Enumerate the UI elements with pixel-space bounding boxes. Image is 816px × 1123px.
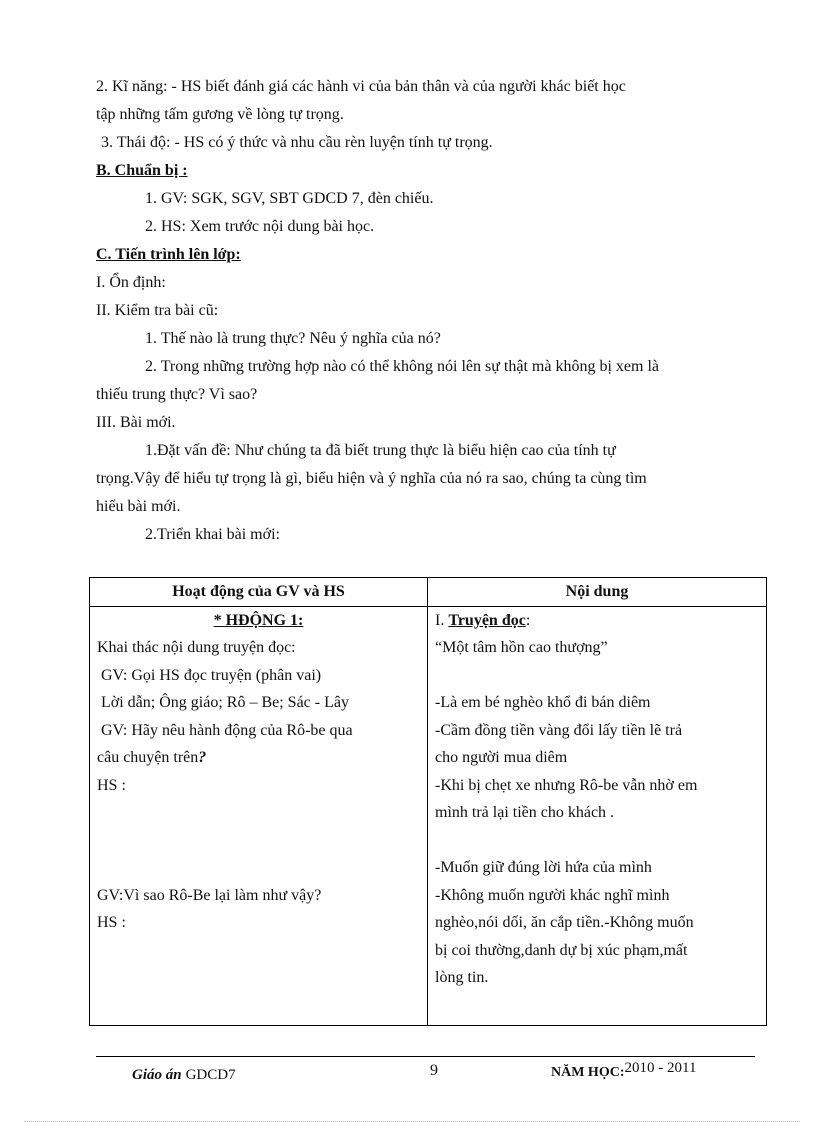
activities-cell xyxy=(90,606,428,1026)
footer-year xyxy=(551,1060,697,1081)
story-title: “Một tâm hồn cao thượng” xyxy=(435,639,608,656)
right-line: cho người mua diêm xyxy=(435,749,568,766)
right-line: mình trả lại tiền cho khách . xyxy=(435,804,615,821)
left-line-text: câu chuyện trên xyxy=(97,749,199,766)
footer-subject: GDCD7 xyxy=(185,1067,236,1083)
footer-doc-label xyxy=(132,1067,236,1084)
left-line: HS : xyxy=(97,776,126,794)
prep-item-2: 2. HS: Xem trước nội dung bài học. xyxy=(145,218,375,235)
stabilize-line: I. Ổn định: xyxy=(96,274,166,291)
left-line: HS : xyxy=(97,914,126,931)
left-line xyxy=(97,744,420,772)
footer-year-label: NĂM HỌC: xyxy=(551,1065,625,1080)
footer-doc-word: Giáo án xyxy=(132,1067,182,1083)
prep-item-1: 1. GV: SGK, SGV, SBT GDCD 7, đèn chiếu. xyxy=(145,190,434,207)
section-heading xyxy=(435,607,759,635)
spacer xyxy=(435,662,759,690)
intro-line-1: 1.Đặt vấn đề: Như chúng ta đã biết trung thực là biểu hiện cao của tính tự xyxy=(145,442,616,459)
footer-year-value: 2010 - 2011 xyxy=(624,1060,697,1076)
left-line: GV:Vì sao Rô-Be lại làm như vậy? xyxy=(97,886,322,904)
spacer xyxy=(97,799,420,827)
section-title: Truyện đọc xyxy=(448,611,526,629)
right-line: bị coi thường,danh dự bị xúc phạm,mất xyxy=(435,941,688,959)
page-bottom-edge xyxy=(24,1121,800,1122)
col-activities-header: Hoạt động của GV và HS xyxy=(90,578,428,607)
right-line: -Muốn giữ đúng lời hứa của mình xyxy=(435,859,652,876)
intro-line-2: trọng.Vậy để hiểu tự trọng là gì, biểu hiện và ý nghĩa của nó ra sao, chúng ta cùng tìm xyxy=(96,470,647,487)
prep-heading: B. Chuẩn bị : xyxy=(96,162,188,179)
spacer xyxy=(97,827,420,855)
right-line: nghèo,nói dối, ăn cắp tiền.-Không muốn xyxy=(435,914,694,931)
content-cell xyxy=(428,606,767,1026)
left-line: Khai thác nội dung truyện đọc: xyxy=(97,639,296,656)
footer-divider xyxy=(96,1056,755,1057)
question-mark: ? xyxy=(198,749,207,766)
right-line: -Cầm đồng tiền vàng đổi lấy tiền lẽ trả xyxy=(435,721,683,739)
right-line: -Là em bé nghèo khổ đi bán diêm xyxy=(435,694,651,711)
col-content-header: Nội dung xyxy=(428,578,767,607)
table-row xyxy=(90,606,767,1026)
left-line: GV: Gọi HS đọc truyện (phân vai) xyxy=(101,666,322,684)
review-question-1: 1. Thế nào là trung thực? Nêu ý nghĩa của nó? xyxy=(145,330,441,347)
activity-title: * HĐỘNG 1: xyxy=(213,611,304,629)
review-question-2-line-2: thiếu trung thực? Vì sao? xyxy=(96,386,258,403)
left-line: GV: Hãy nêu hành động của Rô-be qua xyxy=(101,721,353,739)
section-colon: : xyxy=(525,611,531,629)
new-lesson-line: III. Bài mới. xyxy=(96,414,176,431)
skill-line-1: 2. Kĩ năng: - HS biết đánh giá các hành vi của bản thân và của người khác biết học xyxy=(96,78,626,95)
table-header-row xyxy=(90,578,767,607)
review-line: II. Kiểm tra bài cũ: xyxy=(96,302,219,319)
page-number: 9 xyxy=(430,1062,438,1079)
spacer xyxy=(435,827,759,855)
intro-line-3: hiểu bài mới. xyxy=(96,498,181,515)
right-line: -Không muốn người khác nghĩ mình xyxy=(435,886,670,904)
attitude-line: 3. Thái độ: - HS có ý thức và nhu cầu rèn luyện tính tự trọng. xyxy=(101,134,493,151)
review-question-2-line-1: 2. Trong những trường hợp nào có thể không nói lên sự thật mà không bị xem là xyxy=(145,358,660,375)
right-line: -Khi bị chẹt xe nhưng Rô-be vẫn nhờ em xyxy=(435,776,698,794)
right-line: lòng tin. xyxy=(435,969,489,986)
process-heading: C. Tiến trình lên lớp: xyxy=(96,246,241,263)
left-line: Lời dẫn; Ông giáo; Rô – Be; Sác - Lây xyxy=(101,694,349,711)
lesson-table xyxy=(89,577,767,1026)
skill-line-2: tập những tấm gương về lòng tự trọng. xyxy=(96,106,344,123)
spacer xyxy=(97,854,420,882)
deploy-line: 2.Triển khai bài mới: xyxy=(145,526,280,543)
section-number: I. xyxy=(435,611,449,629)
